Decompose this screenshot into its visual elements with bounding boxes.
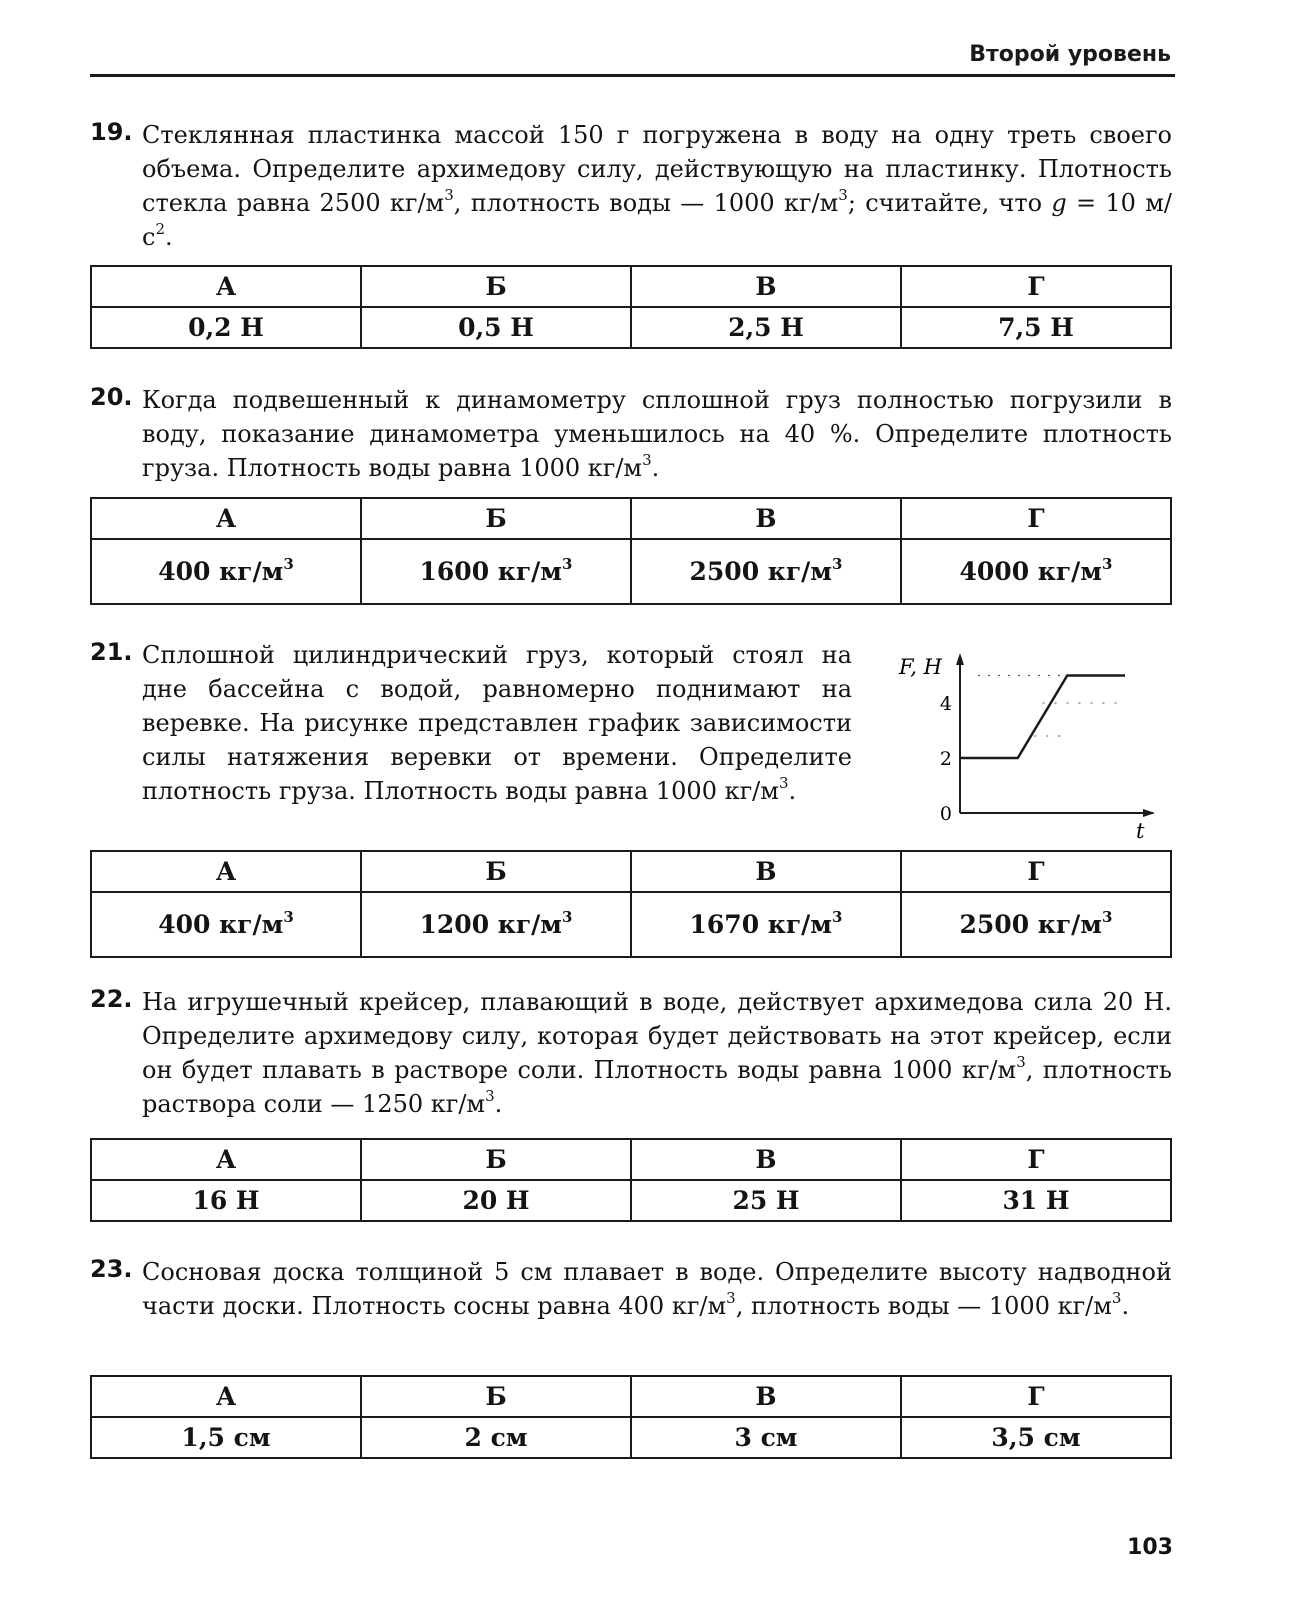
header-title: Второй уровень — [969, 42, 1171, 67]
option-a-label: А — [91, 266, 361, 307]
option-b-value: 20 Н — [361, 1180, 631, 1221]
answer-table — [90, 1138, 1172, 1222]
problem-number: 23. — [90, 1255, 133, 1283]
option-v-value: 3 см — [631, 1417, 901, 1458]
option-v-label: В — [631, 498, 901, 539]
option-b-label: Б — [361, 266, 631, 307]
problem-text: Когда подвешенный к динамометру сплошной груз полностью погрузили в воду, показание динамометра уменьшилось на 40 %. Определите плотность груза. Плотность воды равна 1000 $кг/м^3$. — [142, 386, 1172, 482]
problem-number: 20. — [90, 383, 133, 411]
option-g-label: Г — [901, 266, 1171, 307]
x-axis-arrow — [1143, 809, 1155, 817]
option-v-value: 1670 $кг/м^3$ — [631, 892, 901, 957]
option-g-value: 4000 $кг/м^3$ — [901, 539, 1171, 604]
option-a-value: 16 Н — [91, 1180, 361, 1221]
option-a-value: 1,5 см — [91, 1417, 361, 1458]
problem-number: 22. — [90, 985, 133, 1013]
option-v-value: 25 Н — [631, 1180, 901, 1221]
problem-text: На игрушечный крейсер, плавающий в воде, действует архимедова сила 20 Н. Определите архимедову силу, которая будет действовать на этот крейсер, если он будет плавать в растворе соли. Плотность воды равна 1000 $кг/м^3$, плотность раствора соли — 1250 $кг/м^3$. — [142, 988, 1172, 1118]
y-tick-label: 4 — [939, 693, 952, 715]
option-g-value: 7,5 Н — [901, 307, 1171, 348]
answer-value-row — [91, 307, 1171, 348]
option-g-value: 3,5 см — [901, 1417, 1171, 1458]
answer-table — [90, 265, 1172, 349]
option-b-label: Б — [361, 851, 631, 892]
option-v-label: В — [631, 851, 901, 892]
answer-header-row — [91, 266, 1171, 307]
answer-table — [90, 1375, 1172, 1459]
option-v-label: В — [631, 1376, 901, 1417]
option-v-label: В — [631, 266, 901, 307]
option-v-value: 2500 $кг/м^3$ — [631, 539, 901, 604]
problem-text: Сплошной цилиндрический груз, который стоял на дне бассейна с водой, равномерно поднимают на веревке. На рисунке представлен график зависимости силы натяжения веревки от времени. Определите плотность груза. Плотность воды равна 1000 $кг/м^3$. — [142, 641, 852, 805]
problem-number: 21. — [90, 638, 133, 666]
answer-header-row — [91, 1376, 1171, 1417]
y-tick-label: 2 — [939, 748, 952, 770]
page-header — [90, 42, 1175, 77]
y-axis-label: F, Н — [899, 655, 942, 679]
answer-header-row — [91, 1139, 1171, 1180]
option-a-value: 0,2 Н — [91, 307, 361, 348]
option-a-value: 400 $кг/м^3$ — [91, 892, 361, 957]
option-a-label: А — [91, 851, 361, 892]
option-b-value: 1600 $кг/м^3$ — [361, 539, 631, 604]
y-axis-arrow — [956, 653, 964, 665]
problem-number: 19. — [90, 118, 133, 146]
option-a-label: А — [91, 498, 361, 539]
problem-text: Сосновая доска толщиной 5 см плавает в воде. Определите высоту надводной части доски. Плотность сосны равна 400 $кг/м^3$, плотность воды — 1000 $кг/м^3$. — [142, 1258, 1172, 1320]
option-b-label: Б — [361, 1139, 631, 1180]
answer-header-row — [91, 498, 1171, 539]
answer-header-row — [91, 851, 1171, 892]
option-a-value: 400 $кг/м^3$ — [91, 539, 361, 604]
force-time-graph — [895, 648, 1175, 843]
option-a-label: А — [91, 1139, 361, 1180]
option-g-label: Г — [901, 851, 1171, 892]
page-number: 103 — [1127, 1535, 1173, 1560]
x-axis-label: t — [1136, 819, 1145, 843]
option-b-value: 0,5 Н — [361, 307, 631, 348]
option-g-value: 31 Н — [901, 1180, 1171, 1221]
option-g-value: 2500 $кг/м^3$ — [901, 892, 1171, 957]
option-g-label: Г — [901, 1139, 1171, 1180]
answer-value-row — [91, 1180, 1171, 1221]
option-v-label: В — [631, 1139, 901, 1180]
tension-force-line — [960, 676, 1125, 759]
answer-value-row — [91, 892, 1171, 957]
option-g-label: Г — [901, 1376, 1171, 1417]
option-b-value: 1200 $кг/м^3$ — [361, 892, 631, 957]
option-g-label: Г — [901, 498, 1171, 539]
option-b-label: Б — [361, 1376, 631, 1417]
problem-text: Стеклянная пластинка массой 150 г погружена в воду на одну треть своего объема. Определите архимедову силу, действующую на пластинку. Плотность стекла равна 2500 $кг/м^3$, плотность воды — 1000 $кг/м^3$; считайте, что g = 10 $м/с^2$. — [142, 121, 1172, 251]
graph-svg — [895, 648, 1175, 843]
answer-value-row — [91, 1417, 1171, 1458]
option-b-label: Б — [361, 498, 631, 539]
option-v-value: 2,5 Н — [631, 307, 901, 348]
y-tick-label: 0 — [939, 803, 952, 825]
option-b-value: 2 см — [361, 1417, 631, 1458]
option-a-label: А — [91, 1376, 361, 1417]
answer-value-row — [91, 539, 1171, 604]
answer-table — [90, 497, 1172, 605]
answer-table — [90, 850, 1172, 958]
